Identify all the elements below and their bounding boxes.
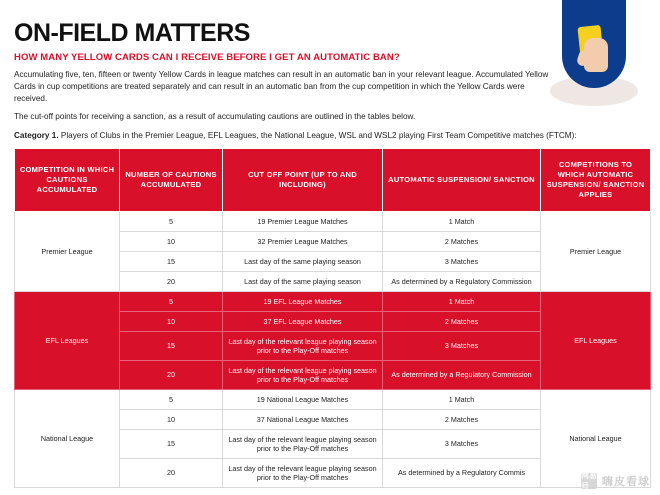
cell-cautions: 20 [120,360,223,389]
cell-sanction: 2 Matches [383,409,541,429]
cell-cautions: 5 [120,291,223,311]
cell-sanction: 3 Matches [383,251,541,271]
cell-cutoff: Last day of the relevant league playing season prior to the Play-Off matches [223,429,383,458]
section-subheading: HOW MANY YELLOW CARDS CAN I RECEIVE BEFORE I GET AN AUTOMATIC BAN? [14,52,400,64]
yellow-card-badge-graphic [562,0,626,88]
cell-cutoff: 19 Premier League Matches [223,211,383,231]
cell-cutoff: Last day of the relevant league playing season prior to the Play-Off matches [223,331,383,360]
table-row [15,389,651,409]
category-text: Players of Clubs in the Premier League, EFL Leagues, the National League, WSL and WSL2 playing First Team Competitive matches (FTCM): [60,130,577,140]
cell-cutoff: 19 National League Matches [223,389,383,409]
intro-paragraph-2: The cut-off points for receiving a sanction, as a result of accumulating cautions are outlined in the tables below. [14,111,416,121]
cell-cautions: 20 [120,271,223,291]
cell-sanction: 1 Match [383,211,541,231]
watermark-text: 嗨皮看球 [602,476,650,488]
cell-sanction: As determined by a Regulatory Commission [383,360,541,389]
table-row [15,211,651,231]
cell-cutoff: 32 Premier League Matches [223,231,383,251]
cell-cautions: 15 [120,429,223,458]
cell-sanction: As determined by a Regulatory Commission [383,271,541,291]
cell-sanction: As determined by a Regulatory Commis [383,458,541,487]
group-competition-premier-league: Premier League [15,211,120,291]
cell-sanction: 3 Matches [383,331,541,360]
cell-cautions: 5 [120,211,223,231]
category-line [14,130,648,141]
cell-cautions: 20 [120,458,223,487]
cell-sanction: 2 Matches [383,231,541,251]
cell-sanction: 2 Matches [383,311,541,331]
cell-cutoff: Last day of the relevant league playing season prior to the Play-Off matches [223,458,383,487]
cell-cautions: 10 [120,231,223,251]
cell-sanction: 1 Match [383,291,541,311]
column-header-cut-off-point: CUT OFF POINT (UP TO AND INCLUDING) [223,149,383,211]
category-label: Category 1. [14,130,59,140]
cell-cautions: 10 [120,311,223,331]
cell-cutoff: Last day of the same playing season [223,271,383,291]
page-title: ON-FIELD MATTERS [14,19,250,47]
cautions-table [14,148,651,491]
group-applies-efl-leagues: EFL Leagues [541,291,651,389]
group-applies-national-league: National League [541,389,651,487]
cell-cutoff: 19 EFL League Matches [223,291,383,311]
cell-sanction: 3 Matches [383,429,541,458]
column-header-number-of-cautions: NUMBER OF CAUTIONS ACCUMULATED [120,149,223,211]
watermark [581,473,650,489]
table-row-highlighted [15,291,651,311]
column-header-competition: COMPETITION IN WHICH CAUTIONS ACCUMULATED [15,149,120,211]
cell-sanction: 1 Match [383,389,541,409]
group-competition-national-league: National League [15,389,120,487]
group-applies-premier-league: Premier League [541,211,651,291]
cell-cautions: 10 [120,409,223,429]
cell-cutoff: 37 EFL League Matches [223,311,383,331]
column-header-automatic-suspension: AUTOMATIC SUSPENSION/ SANCTION [383,149,541,211]
watermark-logo: 网易号 [581,471,597,491]
cell-cautions: 15 [120,251,223,271]
cell-cautions: 5 [120,389,223,409]
cell-cautions: 15 [120,331,223,360]
cell-cutoff: 37 National League Matches [223,409,383,429]
cell-cutoff: Last day of the relevant league playing season prior to the Play-Off matches [223,360,383,389]
cell-cutoff: Last day of the same playing season [223,251,383,271]
group-competition-efl-leagues: EFL Leagues [15,291,120,389]
intro-paragraph-1: Accumulating five, ten, fifteen or twenty Yellow Cards in league matches can result in an automatic ban in your relevant league. Accumulated Yellow Cards in cup competitions are treated separately and can result in an automatic ban from the cup competition in which the Yellow Cards were received. [14,70,549,104]
column-header-applies-to: COMPETITIONS TO WHICH AUTOMATIC SUSPENSION/ SANCTION APPLIES [541,149,651,211]
table-header-row [15,149,651,211]
